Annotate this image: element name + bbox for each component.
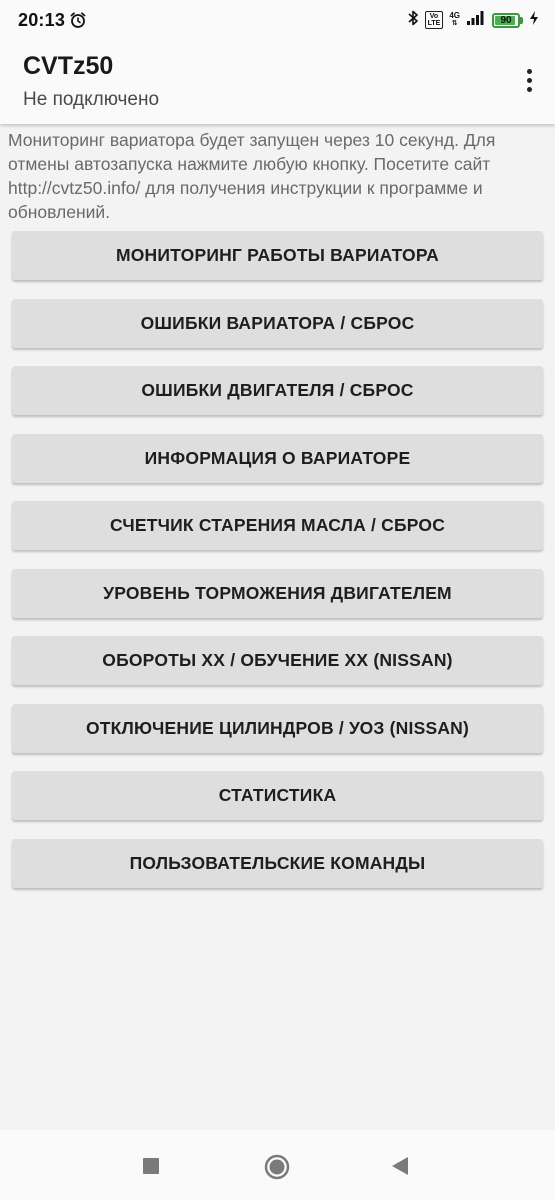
bluetooth-icon [407,9,419,32]
navigation-bar [0,1130,555,1200]
autostart-info-text: Мониторинг вариатора будет запущен через 10 секунд. Для отмены автозапуска нажмите любую кнопку. Посетите сайт http://cvtz50.info/ для получения инструкции к программе и обновлений. [8,130,496,222]
user-commands-button[interactable]: ПОЛЬЗОВАТЕЛЬСКИЕ КОМАНДЫ [12,839,543,888]
monitoring-button[interactable]: МОНИТОРИНГ РАБОТЫ ВАРИАТОРА [12,231,543,280]
back-icon[interactable] [392,1157,408,1175]
4g-icon: 4G ⇅ [449,11,460,27]
battery-level: 90 [500,14,512,26]
signal-icon [466,10,486,31]
charging-icon [529,10,539,31]
status-time: 20:13 [18,9,66,30]
app-bar [0,40,555,124]
connection-status: Не подключено [23,89,160,110]
status-icons [407,9,539,32]
cylinder-disable-button[interactable]: ОТКЛЮЧЕНИЕ ЦИЛИНДРОВ / УОЗ (NISSAN) [12,704,543,753]
engine-braking-button[interactable]: УРОВЕНЬ ТОРМОЖЕНИЯ ДВИГАТЕЛЕМ [12,569,543,618]
volte-top-text: Vo [429,13,439,20]
cvt-errors-button[interactable]: ОШИБКИ ВАРИАТОРА / СБРОС [12,299,543,348]
more-vert-icon[interactable] [517,60,541,100]
battery-icon [492,13,523,28]
idle-speed-button[interactable]: ОБОРОТЫ ХХ / ОБУЧЕНИЕ ХХ (NISSAN) [12,636,543,685]
alarm-icon [69,11,87,29]
cvt-info-button[interactable]: ИНФОРМАЦИЯ О ВАРИАТОРЕ [12,434,543,483]
network-type: 4G [449,11,460,20]
oil-aging-counter-button[interactable]: СЧЕТЧИК СТАРЕНИЯ МАСЛА / СБРОС [12,501,543,550]
statistics-button[interactable]: СТАТИСТИКА [12,771,543,820]
engine-errors-button[interactable]: ОШИБКИ ДВИГАТЕЛЯ / СБРОС [12,366,543,415]
app-title: CVTz50 [23,52,114,80]
volte-icon [425,11,444,29]
status-bar [0,0,555,40]
recents-icon[interactable] [143,1158,159,1174]
menu-buttons [12,231,543,906]
volte-bottom-text: LTE [427,20,441,27]
home-icon[interactable] [264,1154,290,1180]
